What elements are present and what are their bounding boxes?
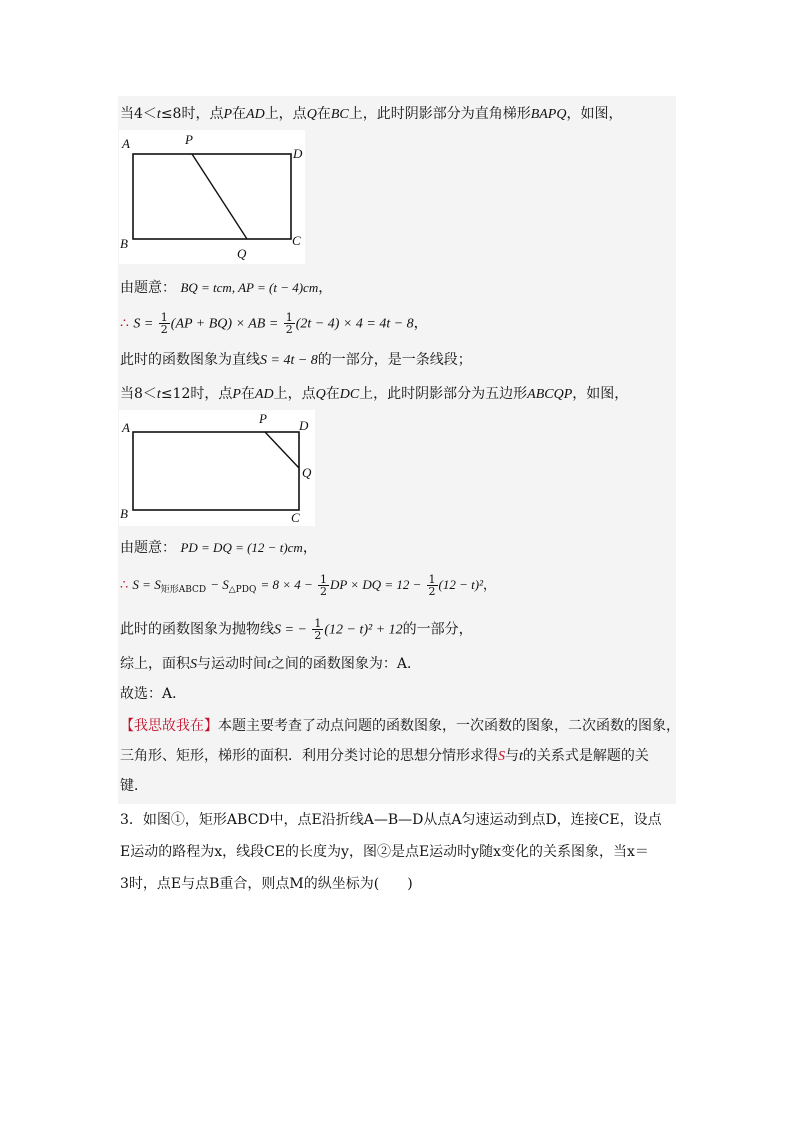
fraction-half: $\frac{1}{2}$ — [428, 573, 436, 598]
label-d: D — [293, 146, 303, 161]
trapezoid-diagram — [119, 130, 305, 264]
problem3-line-3: 3时，点E与点B重合，则点M的纵坐标为( ) — [120, 876, 413, 892]
case3-area-formula: ∴ $S = S_{矩形ABCD} - S_{\triangle PDQ} = 8 \times 4$ − $\frac{1}{2}$ DP × DQ = 12 − $\frac{1}{2}$ (12 − t)²， — [120, 573, 497, 598]
problem3-line-2: E运动的路程为x，线段CE的长度为y，图②是点E运动时y随x变化的关系图象，当x＝ — [120, 844, 649, 860]
case3-intro: 当8＜t≤12时，点P在AD上，点Q在DC上，此时阴影部分为五边形ABCQP，如图， — [120, 386, 629, 402]
label-d: D — [299, 418, 309, 433]
label-a: A — [122, 136, 130, 151]
case2-intro: 当4＜t≤8时，点P在AD上，点Q在BC上，此时阴影部分为直角梯形BAPQ，如图， — [120, 106, 623, 122]
pentagon-figure — [119, 410, 315, 526]
fraction-half: $\frac{1}{2}$ — [160, 311, 168, 336]
label-b: B — [120, 236, 128, 251]
rectangle-abcd — [133, 432, 299, 510]
rectangle-abcd — [133, 154, 291, 239]
case2-conclusion: 此时的函数图象为直线S = 4t − 8的一部分，是一条线段； — [120, 352, 472, 368]
segment-pq — [265, 432, 299, 468]
reflection-tag: 【我思故我在】 — [120, 718, 218, 734]
trapezoid-figure — [119, 130, 305, 264]
label-p: P — [259, 411, 267, 426]
reflection-line-1: 【我思故我在】本题主要考查了动点问题的函数图象，一次函数的图象，二次函数的图象， — [120, 718, 680, 734]
reflection-line-2: 三角形、矩形，梯形的面积．利用分类讨论的思想分情形求得S与t的关系式是解题的关 — [120, 748, 649, 764]
label-a: A — [122, 420, 130, 435]
label-b: B — [120, 506, 128, 521]
reflection-line-3: 键． — [120, 778, 148, 794]
problem3-line-1: 3．如图①，矩形ABCD中，点E沿折线A—B—D从点A匀速运动到点D，连接CE，设点 — [120, 812, 662, 828]
label-p: P — [185, 132, 193, 147]
label-c: C — [291, 510, 300, 525]
label-q: Q — [302, 465, 312, 480]
case3-conclusion: 此时的函数图象为抛物线S = − $\frac{1}{2}$ (12 − t)² + 12的一部分， — [120, 617, 473, 642]
summary: 综上，面积S与运动时间t之间的函数图象为：A． — [120, 656, 422, 672]
fraction-half: $\frac{1}{2}$ — [314, 617, 322, 642]
case2-given: 由题意： BQ = tcm, AP = (t − 4)cm， — [120, 280, 333, 296]
label-q: Q — [237, 246, 247, 261]
segment-pq — [192, 154, 247, 239]
label-c: C — [292, 233, 301, 248]
fraction-half: $\frac{1}{2}$ — [319, 573, 327, 598]
answer: 故选：A． — [120, 686, 187, 702]
fraction-half: $\frac{1}{2}$ — [285, 311, 293, 336]
case2-area-formula: ∴ S = $\frac{1}{2}$ (AP + BQ) × AB = $\frac{1}{2}$ (2t − 4) × 4 = 4t − 8， — [120, 311, 428, 336]
pentagon-diagram — [119, 410, 315, 526]
case3-given: 由题意： PD = DQ = (12 − t)cm， — [120, 540, 317, 556]
